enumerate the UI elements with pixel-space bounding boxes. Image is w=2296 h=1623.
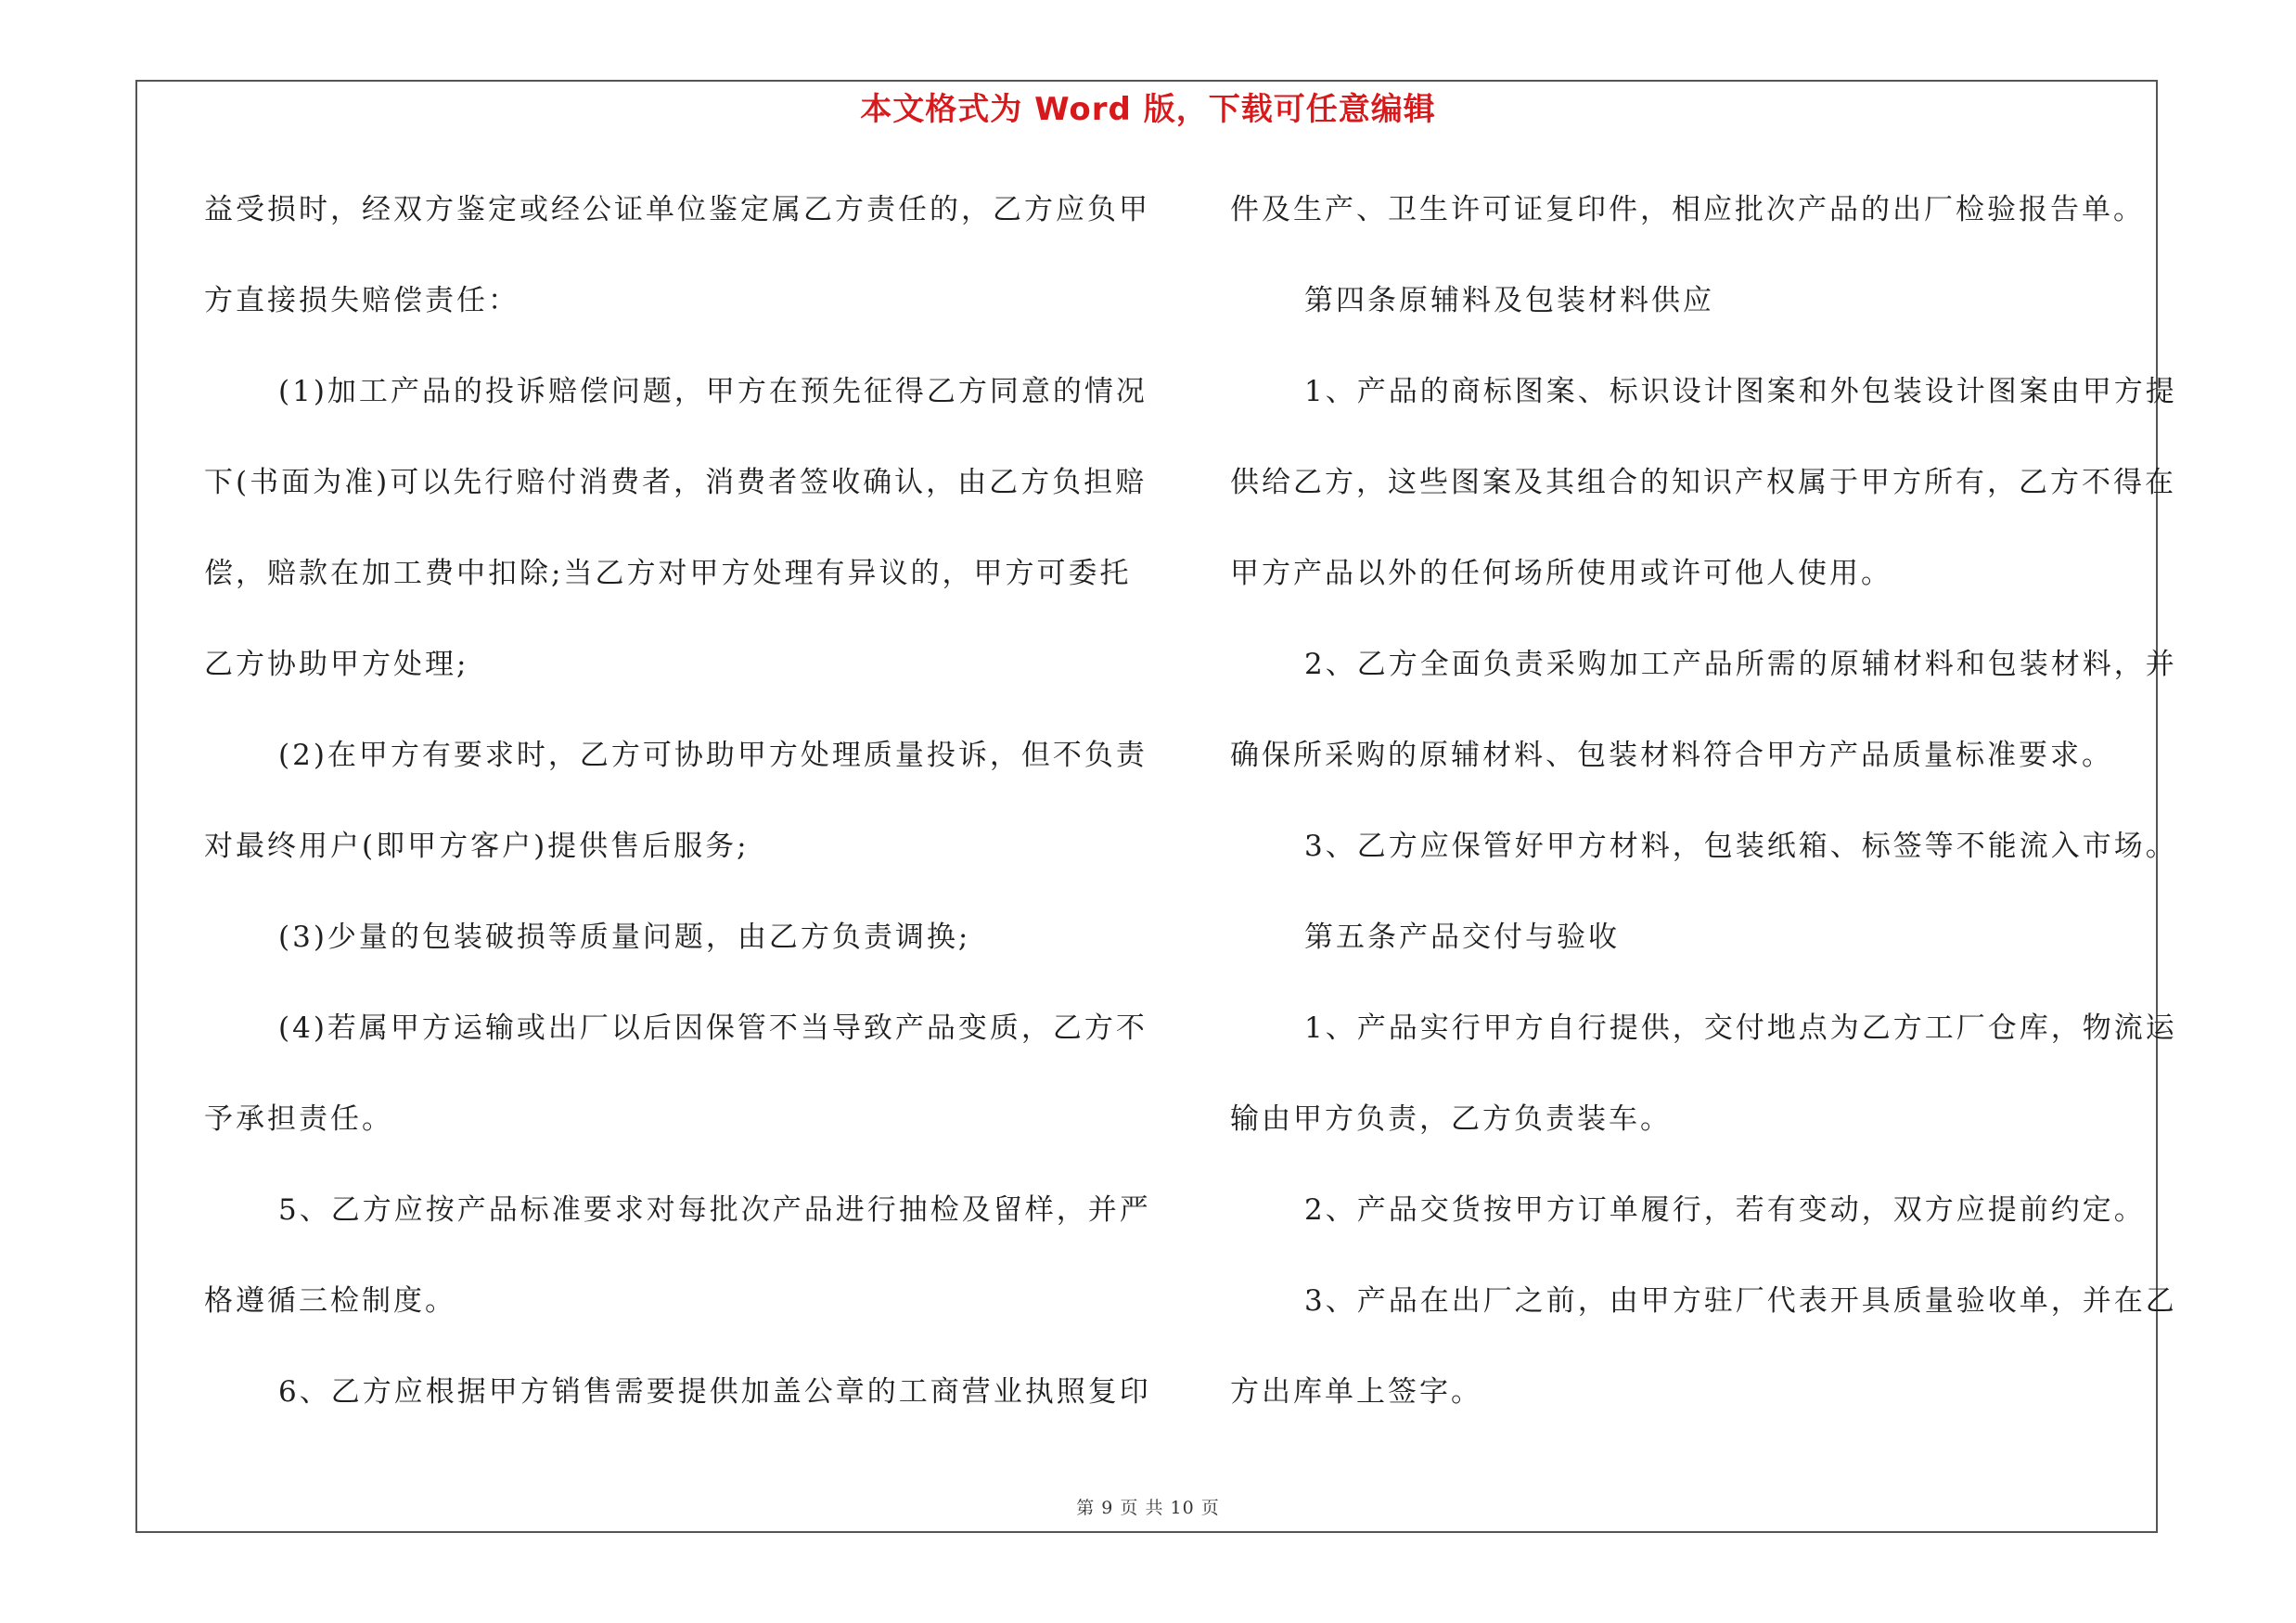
paragraph-line: 3、产品在出厂之前，由甲方驻厂代表开具质量验收单，并在乙 xyxy=(1304,1284,2177,1318)
format-banner: 本文格式为 Word 版，下载可任意编辑 xyxy=(860,91,1436,128)
right-column xyxy=(1230,182,2177,1455)
paragraph-line: 2、乙方全面负责采购加工产品所需的原辅材料和包装材料，并 xyxy=(1304,648,2177,681)
paragraph-line: 甲方产品以外的任何场所使用或许可他人使用。 xyxy=(1230,557,1892,590)
paragraph-line: (4)若属甲方运输或出厂以后因保管不当导致产品变质，乙方不 xyxy=(278,1011,1148,1045)
paragraph-line: 3、乙方应保管好甲方材料，包装纸箱、标签等不能流入市场。 xyxy=(1304,830,2177,863)
paragraph-line: 6、乙方应根据甲方销售需要提供加盖公章的工商营业执照复印 xyxy=(278,1375,1151,1409)
paragraph-line: 确保所采购的原辅材料、包装材料符合甲方产品质量标准要求。 xyxy=(1230,739,2113,772)
paragraph-line: 偿，赔款在加工费中扣除;当乙方对甲方处理有异议的，甲方可委托 xyxy=(204,557,1132,590)
paragraph-line: 对最终用户(即甲方客户)提供售后服务; xyxy=(204,830,750,863)
left-column xyxy=(204,182,1151,1455)
paragraph-line: 2、产品交货按甲方订单履行，若有变动，双方应提前约定。 xyxy=(1304,1193,2146,1227)
section-heading: 第四条原辅料及包装材料供应 xyxy=(1304,284,1714,317)
paragraph-line: 供给乙方，这些图案及其组合的知识产权属于甲方所有，乙方不得在 xyxy=(1230,466,2176,499)
paragraph-line: 1、产品的商标图案、标识设计图案和外包装设计图案由甲方提 xyxy=(1304,375,2177,408)
paragraph-line: 方直接损失赔偿责任： xyxy=(204,284,519,317)
paragraph-line: 1、产品实行甲方自行提供，交付地点为乙方工厂仓库，物流运 xyxy=(1304,1011,2177,1045)
paragraph-line: 件及生产、卫生许可证复印件，相应批次产品的出厂检验报告单。 xyxy=(1230,193,2145,226)
section-heading: 第五条产品交付与验收 xyxy=(1304,921,1620,954)
paragraph-line: 格遵循三检制度。 xyxy=(204,1284,456,1318)
paragraph-line: (3)少量的包装破损等质量问题，由乙方负责调换; xyxy=(278,921,971,954)
page-number-footer: 第 9 页 共 10 页 xyxy=(1076,1498,1220,1518)
paragraph-line: 方出库单上签字。 xyxy=(1230,1375,1482,1409)
paragraph-line: 益受损时，经双方鉴定或经公证单位鉴定属乙方责任的，乙方应负甲 xyxy=(204,193,1150,226)
paragraph-line: 乙方协助甲方处理; xyxy=(204,648,469,681)
paragraph-line: 5、乙方应按产品标准要求对每批次产品进行抽检及留样，并严 xyxy=(278,1193,1151,1227)
paragraph-line: (1)加工产品的投诉赔偿问题，甲方在预先征得乙方同意的情况 xyxy=(278,375,1148,408)
paragraph-line: 予承担责任。 xyxy=(204,1102,393,1136)
paragraph-line: (2)在甲方有要求时，乙方可协助甲方处理质量投诉，但不负责 xyxy=(278,739,1148,772)
paragraph-line: 下(书面为准)可以先行赔付消费者，消费者签收确认，由乙方负担赔 xyxy=(204,466,1148,499)
paragraph-line: 输由甲方负责，乙方负责装车。 xyxy=(1230,1102,1672,1136)
